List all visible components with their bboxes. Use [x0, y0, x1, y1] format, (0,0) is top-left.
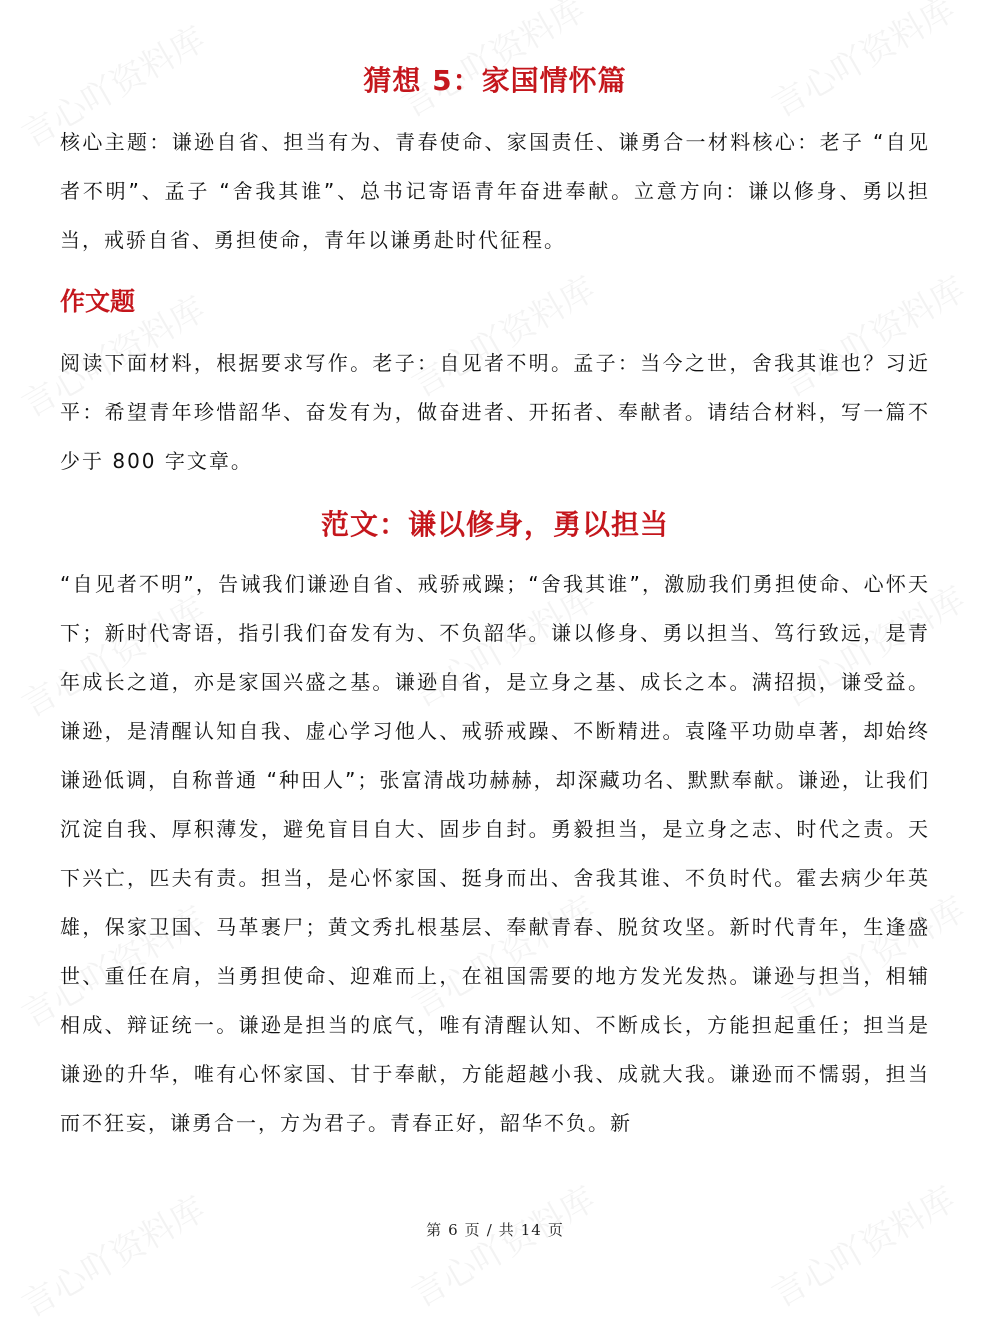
watermark: [11, 1182, 212, 1320]
footer-separator: /: [486, 1221, 493, 1239]
footer-total-unit: 页: [547, 1221, 564, 1239]
watermark: [761, 1172, 962, 1316]
footer-total-prefix: 共: [498, 1221, 515, 1239]
footer-page-number: 6: [448, 1221, 459, 1239]
essay-prompt: 阅读下面材料，根据要求写作。老子：自见者不明。孟子：当今之世，舍我其谁也？习近平：希望青年珍惜韶华、奋发有为，做奋进者、开拓者、奉献者。请结合材料，写一篇不少于 800 字文章。: [60, 351, 930, 473]
footer-total-pages: 14: [520, 1221, 542, 1239]
page-footer: [0, 1219, 990, 1240]
footer-page-unit: 页: [464, 1221, 481, 1239]
intro-paragraph: 核心主题：谦逊自省、担当有为、青春使命、家国责任、谦勇合一材料核心：老子 “自见者不明”、孟子 “舍我其谁”、总书记寄语青年奋进奉献。立意方向：谦以修身、勇以担当，戒骄自省、勇担使命，青年以谦勇赴时代征程。: [60, 130, 930, 252]
footer-prefix: 第: [426, 1221, 443, 1239]
essay-heading: 作文题: [60, 287, 136, 316]
watermark: [401, 1172, 602, 1316]
page-title: 猜想 5：家国情怀篇: [363, 64, 627, 97]
sample-essay-body: “自见者不明”，告诫我们谦逊自省、戒骄戒躁；“舍我其谁”，激励我们勇担使命、心怀天下；新时代寄语，指引我们奋发有为、不负韶华。谦以修身、勇以担当、笃行致远，是青年成长之道，亦是家国兴盛之基。谦逊自省，是立身之基、成长之本。满招损，谦受益。谦逊，是清醒认知自我、虚心学习他人、戒骄戒躁、不断精进。袁隆平功勋卓著，却始终谦逊低调，自称普通 “种田人”；张富清战功赫赫，却深藏功名、默默奉献。谦逊，让我们沉淀自我、厚积薄发，避免盲目自大、固步自封。勇毅担当，是立身之志、时代之责。天下兴亡，匹夫有责。担当，是心怀家国、挺身而出、舍我其谁、不负时代。霍去病少年英雄，保家卫国、马革裹尸；黄文秀扎根基层、奉献青春、脱贫攻坚。新时代青年，生逢盛世、重任在肩，当勇担使命、迎难而上，在祖国需要的地方发光发热。谦逊与担当，相辅相成、辩证统一。谦逊是担当的底气，唯有清醒认知、不断成长，方能担起重任；担当是谦逊的升华，唯有心怀家国、甘于奉献，方能超越小我、成就大我。谦逊而不懦弱，担当而不狂妄，谦勇合一，方为君子。青春正好，韶华不负。新: [60, 572, 930, 1135]
sample-essay-title: 范文：谦以修身，勇以担当: [320, 508, 669, 541]
